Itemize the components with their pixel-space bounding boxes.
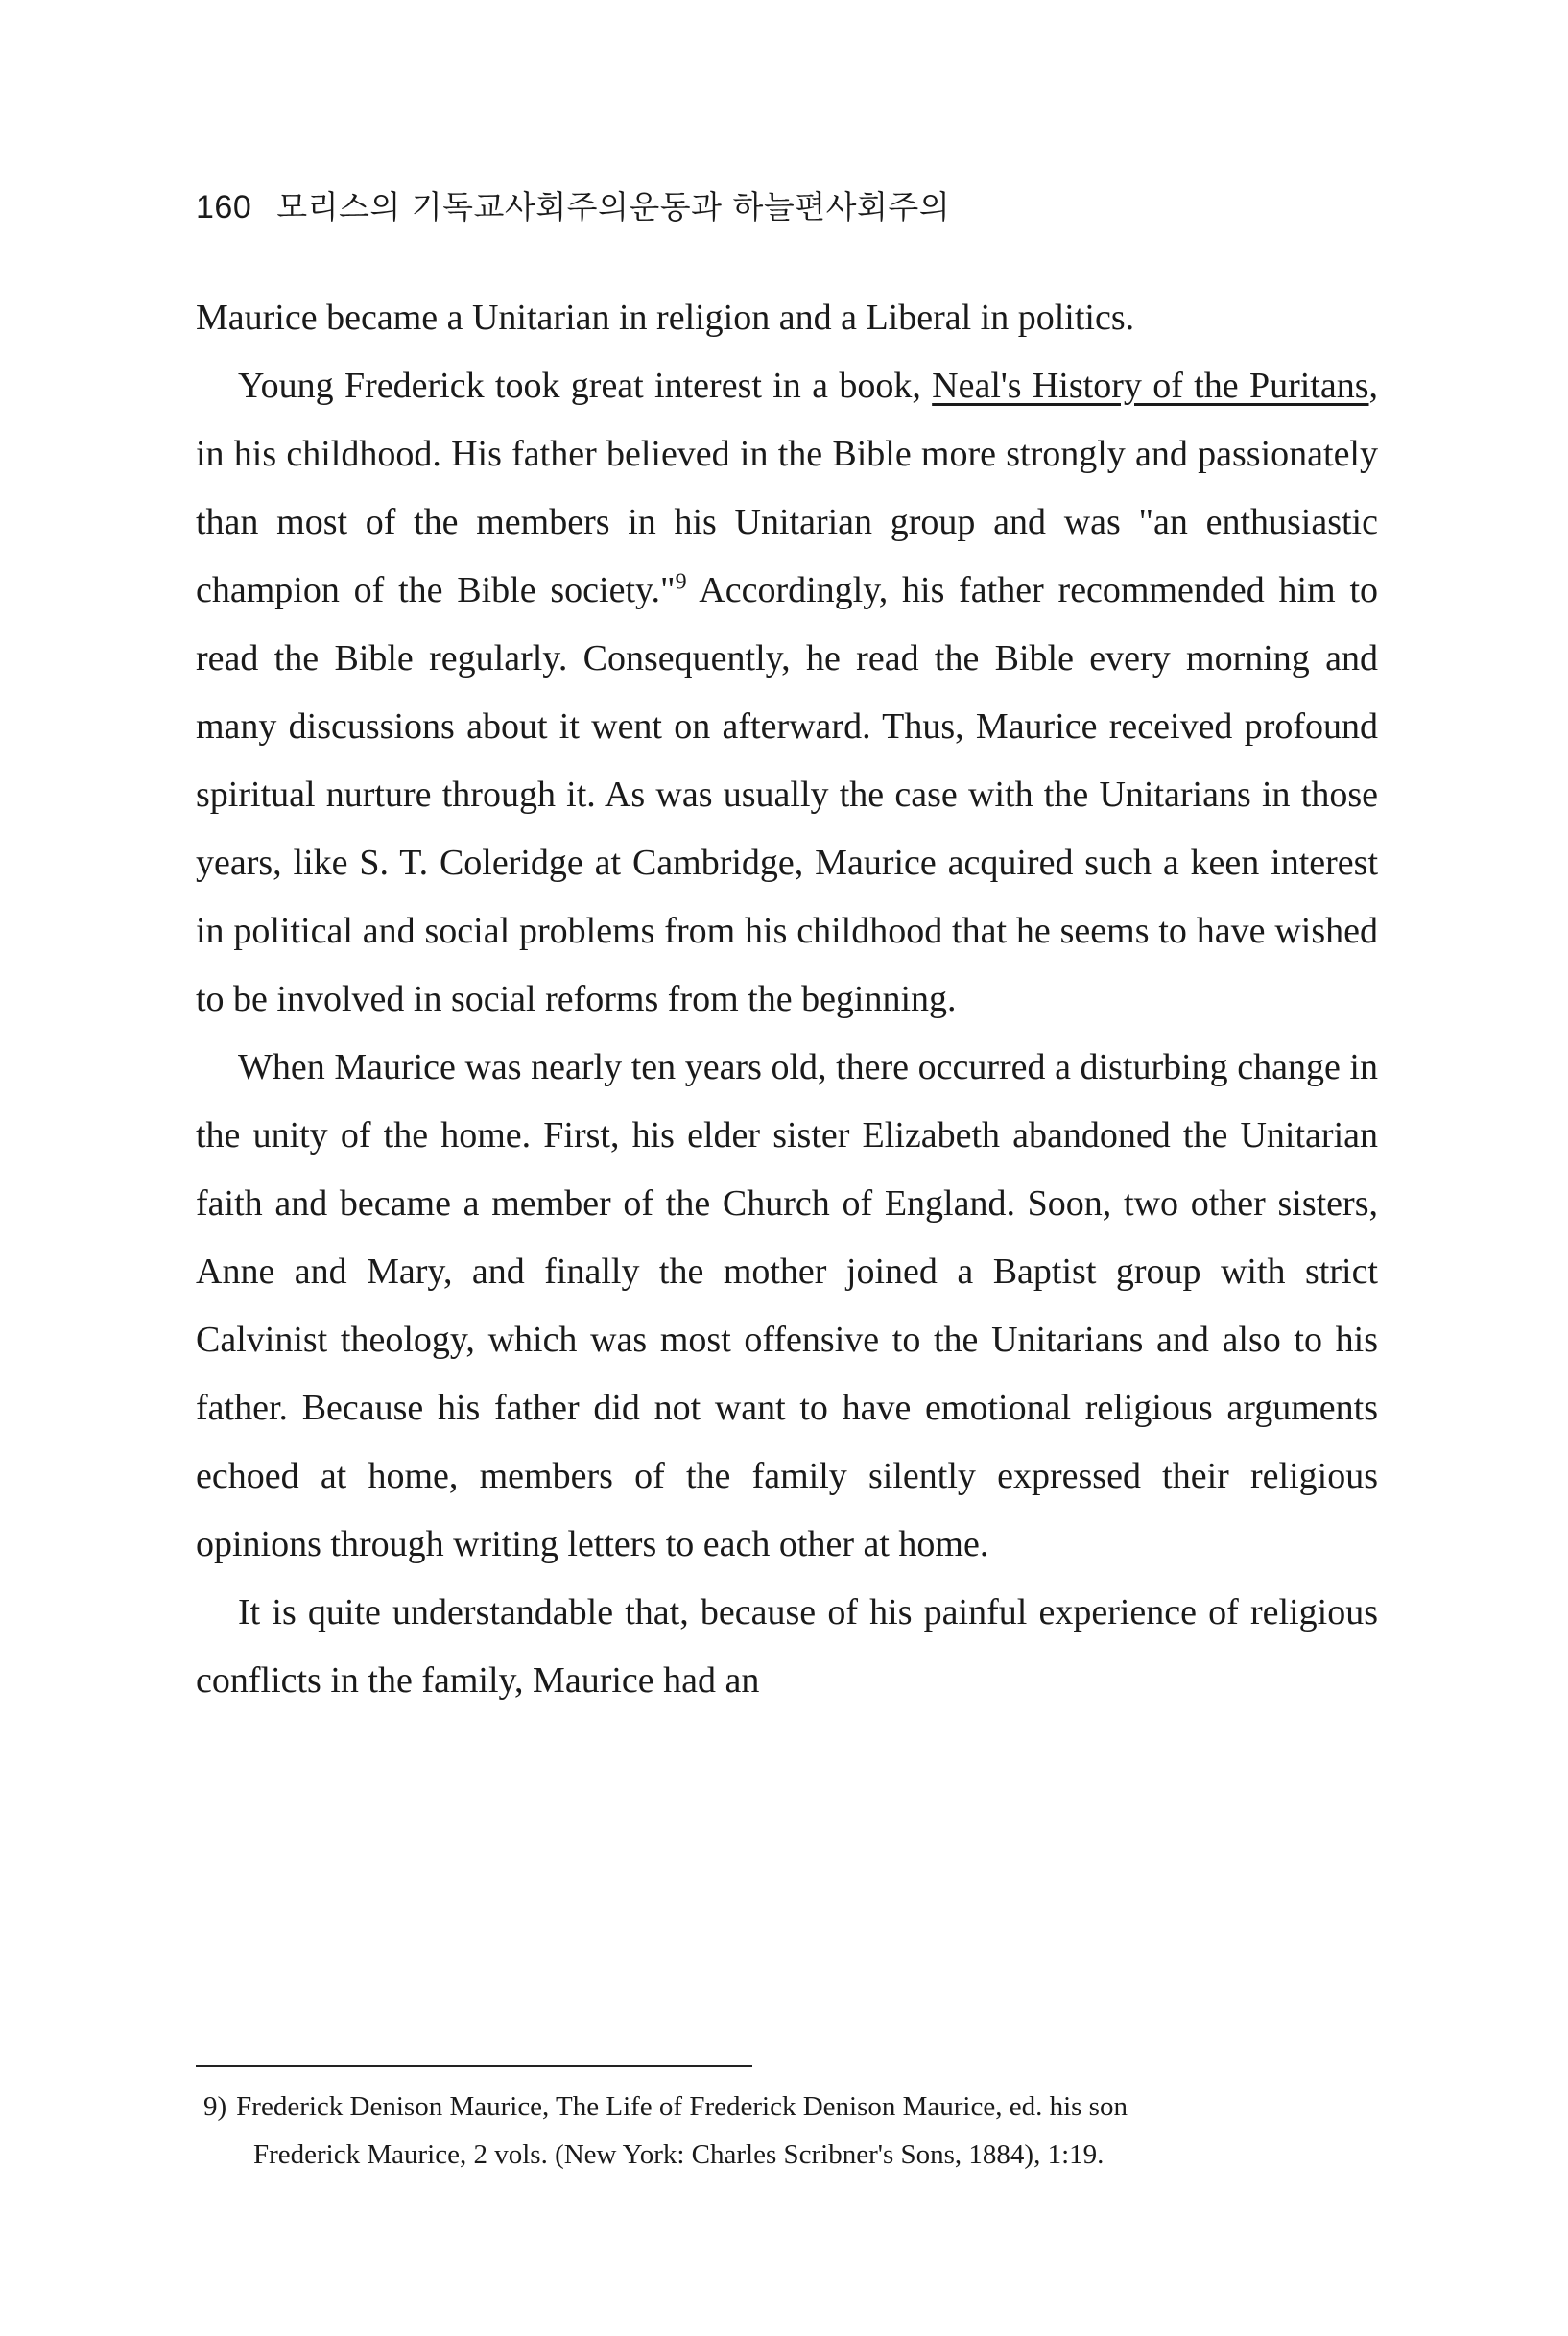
paragraph-3-text: When Maurice was nearly ten years old, there occurred a disturbing change in the unity of the home. First, his elder sister Elizabeth abandoned the Unitarian faith and became a member of the Church of England. Soon, two other sisters, Anne and Mary, and finally the mother joined a Baptist group with strict Calvinist theology, which was most offensive to the Unitarians and also to his father. Because his father did not want to have emotional religious arguments echoed at home, members of the family silently expressed their religious opinions through writing letters to each other at home. — [196, 1047, 1378, 1564]
paragraph-2-text-c: Accordingly, his father recommended him to read the Bible regularly. Consequently, he read the Bible every morning and many discussions about it went on afterward. Thus, Maurice received profound spiritual nurture through it. As was usually the case with the Unitarians in those years, like S. T. Coleridge at Cambridge, Maurice acquired such a keen interest in political and social problems from his childhood that he seems to have wished to be involved in social reforms from the beginning. — [196, 570, 1379, 1019]
paragraph-3 — [196, 1034, 1378, 1579]
body-text — [196, 284, 1378, 1715]
footnote-line-2: Frederick Maurice, 2 vols. (New York: Charles Scribner's Sons, 1884), 1:19. — [253, 2139, 1105, 2170]
footnote-reference: 9 — [675, 569, 687, 595]
paragraph-1-text: Maurice became a Unitarian in religion and a Liberal in politics. — [196, 298, 1135, 338]
footnote-number: 9) — [203, 2091, 227, 2122]
paragraph-continuation — [196, 284, 1378, 352]
running-header — [196, 182, 950, 227]
paragraph-2-text-b: , in his childhood. His father believed in the Bible more strongly and passionately than most of the members in his Unitarian group and was "an enthusiastic champion of the Bible society." — [196, 366, 1378, 610]
running-title: 모리스의 기독교사회주의운동과 하늘편사회주의 — [276, 188, 951, 226]
paragraph-2-text-a: Young Frederick took great interest in a book, — [238, 366, 933, 406]
footnote-divider — [196, 2065, 752, 2067]
footnote — [203, 2083, 1380, 2179]
paragraph-4-text: It is quite understandable that, because of his painful experience of religious conflicts in the family, Maurice had an — [196, 1592, 1378, 1701]
footnote-line-1: Frederick Denison Maurice, The Life of Frederick Denison Maurice, ed. his son — [236, 2091, 1128, 2122]
paragraph-2 — [196, 352, 1378, 1034]
book-title: Neal's History of the Puritans — [932, 366, 1369, 406]
page-number: 160 — [196, 189, 252, 226]
paragraph-4 — [196, 1579, 1378, 1715]
